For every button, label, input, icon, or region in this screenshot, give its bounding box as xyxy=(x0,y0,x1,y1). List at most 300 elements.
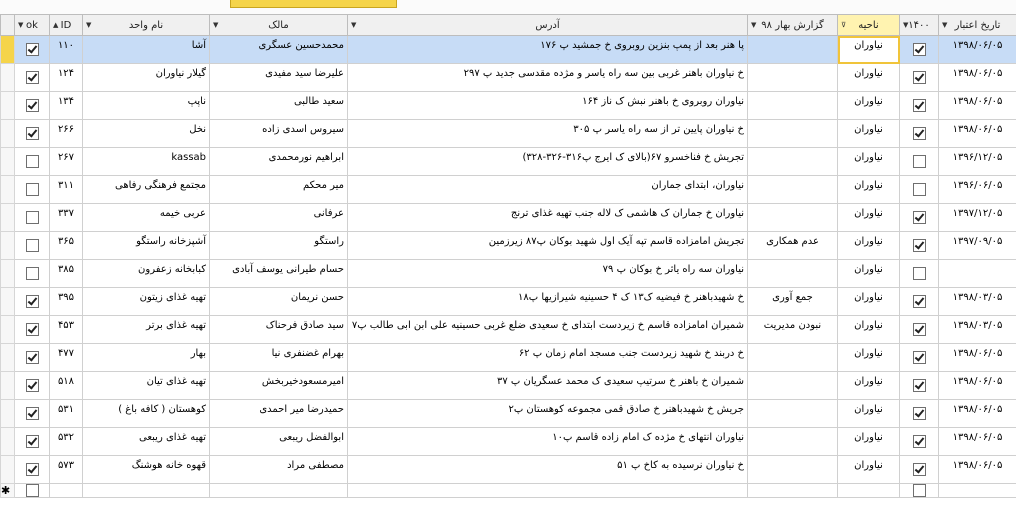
cell-address[interactable] xyxy=(348,92,748,120)
cell-text: حسن نریمان xyxy=(290,292,344,303)
dropdown-arrow-icon[interactable]: ▼ xyxy=(903,21,909,29)
cell-owner[interactable] xyxy=(210,316,348,344)
cell-address[interactable] xyxy=(348,176,748,204)
checkbox[interactable] xyxy=(26,211,39,224)
cell-ok[interactable] xyxy=(15,344,50,372)
cell-region[interactable] xyxy=(838,260,900,288)
cell-validity[interactable] xyxy=(939,344,1016,372)
cell-ok[interactable] xyxy=(15,428,50,456)
checkbox[interactable] xyxy=(913,407,926,420)
cell-1400[interactable] xyxy=(900,260,939,288)
cell-region[interactable] xyxy=(838,232,900,260)
cell-validity[interactable] xyxy=(939,36,1016,64)
cell-report98[interactable] xyxy=(748,176,838,204)
cell-unit[interactable] xyxy=(83,232,210,260)
cell-text: عربی خیمه xyxy=(159,208,206,219)
cell-ok[interactable] xyxy=(15,64,50,92)
cell-unit[interactable] xyxy=(83,120,210,148)
cell-text: نیاوران xyxy=(854,208,883,219)
cell-text: ۳۹۵ xyxy=(57,292,75,303)
cell-ok[interactable] xyxy=(15,400,50,428)
cell-text: ناپپ xyxy=(187,96,206,107)
cell-address[interactable] xyxy=(348,260,748,288)
table-row[interactable] xyxy=(1,36,1016,64)
cell-address[interactable] xyxy=(348,288,748,316)
dropdown-arrow-icon[interactable]: ▼ xyxy=(18,21,24,29)
cell-unit[interactable] xyxy=(83,344,210,372)
cell-unit[interactable] xyxy=(83,400,210,428)
dropdown-arrow-icon[interactable]: ▼ xyxy=(213,21,219,29)
checkbox[interactable] xyxy=(26,155,39,168)
new-record-selector[interactable] xyxy=(1,484,15,498)
cell-text: سعید طالبی xyxy=(293,96,344,107)
dropdown-arrow-icon[interactable]: ▼ xyxy=(351,21,357,29)
cell-unit[interactable] xyxy=(83,428,210,456)
cell-text: ۴۵۳ xyxy=(57,320,75,331)
cell-text: تجریش امامزاده قاسم تپه آیک اول شهید بوکان پ۸۷ زیرزمین xyxy=(488,236,744,247)
cell-region[interactable] xyxy=(838,92,900,120)
cell-text: عرفانی xyxy=(313,208,344,219)
table-row[interactable] xyxy=(1,288,1016,316)
cell-text: ۱۳۹۸/۰۳/۰۵ xyxy=(952,320,1003,331)
cell-1400[interactable] xyxy=(900,92,939,120)
cell-unit[interactable] xyxy=(83,176,210,204)
table-row[interactable] xyxy=(1,176,1016,204)
checkbox[interactable] xyxy=(913,323,926,336)
cell-1400[interactable] xyxy=(900,344,939,372)
cell-text: کبابخانه زعفرون xyxy=(138,264,206,275)
checkbox[interactable] xyxy=(26,183,39,196)
cell-address[interactable] xyxy=(348,36,748,64)
column-header-ok[interactable]: ▼ ok xyxy=(15,15,50,36)
cell-id[interactable] xyxy=(50,428,83,456)
new-record-cell[interactable] xyxy=(83,484,210,498)
cell-id[interactable] xyxy=(50,176,83,204)
cell-owner[interactable] xyxy=(210,428,348,456)
cell-owner[interactable] xyxy=(210,148,348,176)
cell-text: ۳۳۷ xyxy=(57,208,75,219)
cell-id[interactable] xyxy=(50,64,83,92)
cell-id[interactable] xyxy=(50,148,83,176)
table-row[interactable] xyxy=(1,428,1016,456)
row-selector[interactable] xyxy=(1,36,15,64)
cell-id[interactable] xyxy=(50,260,83,288)
checkbox[interactable] xyxy=(913,71,926,84)
cell-ok[interactable] xyxy=(15,288,50,316)
row-selector[interactable] xyxy=(1,176,15,204)
cell-validity[interactable] xyxy=(939,92,1016,120)
cell-id[interactable] xyxy=(50,120,83,148)
cell-address[interactable] xyxy=(348,456,748,484)
column-header-validity[interactable]: ▼ تاریخ اعتبار xyxy=(939,15,1016,36)
cell-text: ۱۳۹۸/۰۶/۰۵ xyxy=(952,432,1003,443)
checkbox[interactable] xyxy=(913,43,926,56)
cell-ok[interactable] xyxy=(15,204,50,232)
cell-validity[interactable] xyxy=(939,64,1016,92)
cell-owner[interactable] xyxy=(210,204,348,232)
column-header-region[interactable]: ⊽ ناحیه xyxy=(838,15,900,36)
cell-text: خ شهیدباهنر خ فیضیه ک۱۳ ک ۴ حسینیه شیرازیها پ۱۸ xyxy=(518,292,744,303)
cell-text: ۴۷۷ xyxy=(57,348,75,359)
cell-address[interactable] xyxy=(348,204,748,232)
dropdown-arrow-icon[interactable]: ▼ xyxy=(942,21,948,29)
cell-address[interactable] xyxy=(348,400,748,428)
column-header-1400[interactable]: ▼ ۱۴۰۰ xyxy=(900,15,939,36)
select-all-corner[interactable] xyxy=(1,15,15,36)
new-record-cell[interactable] xyxy=(50,484,83,498)
table-row[interactable] xyxy=(1,64,1016,92)
cell-ok[interactable] xyxy=(15,36,50,64)
cell-text: تهیه غذای زیتون xyxy=(139,292,206,303)
table-row[interactable] xyxy=(1,204,1016,232)
table-row[interactable] xyxy=(1,316,1016,344)
cell-validity[interactable] xyxy=(939,260,1016,288)
row-selector[interactable] xyxy=(1,316,15,344)
cell-1400[interactable] xyxy=(900,176,939,204)
cell-text: نیاوران خ جماران ک هاشمی ک لاله جنب تهیه غذای ترنج xyxy=(510,208,744,219)
cell-1400[interactable] xyxy=(900,232,939,260)
cell-validity[interactable] xyxy=(939,428,1016,456)
cell-text: پا هنر بعد از پمپ بنزین روبروی خ جمشید پ ۱۷۶ xyxy=(540,40,744,51)
row-selector[interactable] xyxy=(1,428,15,456)
cell-ok[interactable] xyxy=(15,176,50,204)
cell-unit[interactable] xyxy=(83,36,210,64)
cell-ok[interactable] xyxy=(15,456,50,484)
cell-id[interactable] xyxy=(50,204,83,232)
table-row[interactable] xyxy=(1,260,1016,288)
row-selector[interactable] xyxy=(1,148,15,176)
row-selector[interactable] xyxy=(1,204,15,232)
cell-text: نیاوران xyxy=(854,432,883,443)
cell-ok[interactable] xyxy=(15,92,50,120)
cell-unit[interactable] xyxy=(83,92,210,120)
cell-text: نیاوران xyxy=(854,124,883,135)
checkbox[interactable] xyxy=(913,99,926,112)
cell-owner[interactable] xyxy=(210,372,348,400)
new-record-row[interactable] xyxy=(1,484,1016,498)
checkbox[interactable] xyxy=(26,267,39,280)
checkbox[interactable] xyxy=(26,379,39,392)
cell-text: میر محکم xyxy=(302,180,344,191)
checkbox[interactable] xyxy=(913,267,926,280)
row-selector[interactable] xyxy=(1,64,15,92)
cell-validity[interactable] xyxy=(939,316,1016,344)
cell-validity[interactable] xyxy=(939,204,1016,232)
checkbox[interactable] xyxy=(26,407,39,420)
column-header-address[interactable]: ▼ آدرس xyxy=(348,15,748,36)
column-header-owner[interactable]: ▼ مالک xyxy=(210,15,348,36)
checkbox[interactable] xyxy=(913,435,926,448)
cell-address[interactable] xyxy=(348,372,748,400)
cell-text: خ دربند خ شهید زیردست جنب مسجد امام زمان پ ۶۲ xyxy=(518,348,744,359)
cell-1400[interactable] xyxy=(900,400,939,428)
cell-id[interactable] xyxy=(50,372,83,400)
checkbox[interactable] xyxy=(26,323,39,336)
dropdown-arrow-icon[interactable]: ▼ xyxy=(751,21,757,29)
cell-id[interactable] xyxy=(50,316,83,344)
cell-text: نیاوران، ابتدای جماران xyxy=(651,180,744,191)
checkbox[interactable] xyxy=(913,239,926,252)
cell-region[interactable] xyxy=(838,120,900,148)
checkbox[interactable] xyxy=(26,484,39,497)
cell-unit[interactable] xyxy=(83,316,210,344)
cell-region[interactable] xyxy=(838,344,900,372)
cell-region[interactable] xyxy=(838,36,900,64)
checkbox[interactable] xyxy=(26,295,39,308)
cell-address[interactable] xyxy=(348,232,748,260)
cell-address[interactable] xyxy=(348,344,748,372)
cell-text: ابوالفضل ریبعی xyxy=(279,432,344,443)
cell-text: ۱۳۹۸/۰۶/۰۵ xyxy=(952,348,1003,359)
new-record-cell[interactable] xyxy=(748,484,838,498)
cell-address[interactable] xyxy=(348,64,748,92)
column-header-id[interactable]: ▲ ID xyxy=(50,15,83,36)
cell-validity[interactable] xyxy=(939,288,1016,316)
cell-report98[interactable] xyxy=(748,372,838,400)
checkbox[interactable] xyxy=(913,127,926,140)
cell-report98[interactable] xyxy=(748,120,838,148)
cell-text: نبودن مدیریت xyxy=(763,320,822,331)
cell-text: آشپزخانه راستگو xyxy=(136,236,206,247)
cell-text: ۲۶۷ xyxy=(57,152,75,163)
new-record-cell[interactable] xyxy=(348,484,748,498)
cell-validity[interactable] xyxy=(939,176,1016,204)
cell-region[interactable] xyxy=(838,204,900,232)
cell-text: ۲۶۶ xyxy=(57,124,75,135)
cell-owner[interactable] xyxy=(210,176,348,204)
cell-text: ۱۳۹۷/۱۲/۰۵ xyxy=(952,208,1003,219)
cell-text: جمع آوری xyxy=(772,292,813,303)
row-selector[interactable] xyxy=(1,400,15,428)
table-row[interactable] xyxy=(1,344,1016,372)
cell-id[interactable] xyxy=(50,92,83,120)
cell-text: شمیران امامزاده قاسم خ زیردست ابتدای خ سعیدی ضلع غربی حسینیه علی ابن ابی طالب پ۷ xyxy=(351,320,744,331)
cell-address[interactable] xyxy=(348,148,748,176)
cell-region[interactable] xyxy=(838,456,900,484)
checkbox[interactable] xyxy=(913,484,926,497)
cell-unit[interactable] xyxy=(83,148,210,176)
cell-text: نیاوران xyxy=(854,404,883,415)
cell-text: نیاوران xyxy=(854,40,883,51)
cell-validity[interactable] xyxy=(939,232,1016,260)
cell-1400[interactable] xyxy=(900,288,939,316)
cell-validity[interactable] xyxy=(939,120,1016,148)
filter-icon[interactable]: ⊽ xyxy=(841,21,847,29)
table-row[interactable] xyxy=(1,120,1016,148)
cell-report98[interactable] xyxy=(748,260,838,288)
checkbox[interactable] xyxy=(26,351,39,364)
column-header-report98[interactable]: ▼ گزارش بهار ۹۸ xyxy=(748,15,838,36)
cell-report98[interactable] xyxy=(748,232,838,260)
cell-report98[interactable] xyxy=(748,400,838,428)
cell-id[interactable] xyxy=(50,232,83,260)
table-row[interactable] xyxy=(1,92,1016,120)
cell-ok[interactable] xyxy=(15,120,50,148)
cell-ok[interactable] xyxy=(15,232,50,260)
cell-id[interactable] xyxy=(50,288,83,316)
cell-owner[interactable] xyxy=(210,400,348,428)
cell-address[interactable] xyxy=(348,120,748,148)
cell-text: قهوه خانه هوشنگ xyxy=(131,460,206,471)
cell-owner[interactable] xyxy=(210,120,348,148)
cell-report98[interactable] xyxy=(748,64,838,92)
cell-text: تهیه غذای تیان xyxy=(146,376,206,387)
row-selector[interactable] xyxy=(1,456,15,484)
cell-text: امیرمسعودخیربخش xyxy=(261,376,344,387)
cell-unit[interactable] xyxy=(83,64,210,92)
row-selector[interactable] xyxy=(1,344,15,372)
cell-text: نیاوران xyxy=(854,96,883,107)
cell-text: ۱۳۹۶/۱۲/۰۵ xyxy=(952,152,1003,163)
row-selector[interactable] xyxy=(1,260,15,288)
cell-region[interactable] xyxy=(838,428,900,456)
cell-1400[interactable] xyxy=(900,36,939,64)
cell-ok[interactable] xyxy=(15,372,50,400)
cell-address[interactable] xyxy=(348,428,748,456)
row-selector[interactable] xyxy=(1,372,15,400)
cell-text: ۱۳۴ xyxy=(57,96,75,107)
cell-1400[interactable] xyxy=(900,372,939,400)
checkbox[interactable] xyxy=(913,183,926,196)
cell-text: نیاوران xyxy=(854,264,883,275)
checkbox[interactable] xyxy=(913,155,926,168)
cell-report98[interactable] xyxy=(748,288,838,316)
cell-report98[interactable] xyxy=(748,428,838,456)
cell-unit[interactable] xyxy=(83,372,210,400)
cell-report98[interactable] xyxy=(748,456,838,484)
cell-text: ۱۳۹۸/۰۶/۰۵ xyxy=(952,376,1003,387)
cell-report98[interactable] xyxy=(748,148,838,176)
checkbox[interactable] xyxy=(913,295,926,308)
cell-region[interactable] xyxy=(838,400,900,428)
cell-text: سیروس اسدی زاده xyxy=(262,124,344,135)
sort-asc-icon[interactable]: ▲ xyxy=(53,21,59,29)
cell-owner[interactable] xyxy=(210,64,348,92)
cell-owner[interactable] xyxy=(210,344,348,372)
column-header-unit[interactable]: ▼ نام واحد xyxy=(83,15,210,36)
cell-unit[interactable] xyxy=(83,456,210,484)
new-record-cell[interactable] xyxy=(210,484,348,498)
cell-id[interactable] xyxy=(50,456,83,484)
table-row[interactable] xyxy=(1,232,1016,260)
checkbox[interactable] xyxy=(913,379,926,392)
cell-text: خ نیاوران پایین تر از سه راه یاسر پ ۳۰۵ xyxy=(573,124,744,135)
new-record-cell[interactable] xyxy=(838,484,900,498)
cell-validity[interactable] xyxy=(939,456,1016,484)
checkbox[interactable] xyxy=(913,351,926,364)
cell-id[interactable] xyxy=(50,400,83,428)
cell-region[interactable] xyxy=(838,288,900,316)
cell-owner[interactable] xyxy=(210,36,348,64)
cell-unit[interactable] xyxy=(83,204,210,232)
cell-owner[interactable] xyxy=(210,288,348,316)
cell-text: آشا xyxy=(191,40,206,51)
cell-ok[interactable] xyxy=(15,316,50,344)
cell-owner[interactable] xyxy=(210,456,348,484)
cell-unit[interactable] xyxy=(83,288,210,316)
cell-text: گیلار نیاوران xyxy=(155,68,206,79)
checkbox[interactable] xyxy=(26,463,39,476)
cell-region[interactable] xyxy=(838,316,900,344)
cell-text: ۱۳۹۸/۰۳/۰۵ xyxy=(952,292,1003,303)
table-row[interactable] xyxy=(1,372,1016,400)
cell-validity[interactable] xyxy=(939,372,1016,400)
cell-1400[interactable] xyxy=(900,148,939,176)
row-selector[interactable] xyxy=(1,120,15,148)
table-row[interactable] xyxy=(1,400,1016,428)
cell-address[interactable] xyxy=(348,316,748,344)
cell-text: مجتمع فرهنگی رفاهی xyxy=(114,180,206,191)
cell-1400[interactable] xyxy=(900,428,939,456)
checkbox[interactable] xyxy=(26,43,39,56)
cell-1400[interactable] xyxy=(900,456,939,484)
cell-text: نیاوران سه راه یاثر خ بوکان پ ۷۹ xyxy=(602,264,744,275)
new-record-cell[interactable] xyxy=(15,484,50,498)
checkbox[interactable] xyxy=(26,239,39,252)
checkbox[interactable] xyxy=(913,463,926,476)
cell-text: بهار xyxy=(190,348,206,359)
row-selector[interactable] xyxy=(1,232,15,260)
cell-owner[interactable] xyxy=(210,260,348,288)
cell-text: ۱۳۹۸/۰۶/۰۵ xyxy=(952,40,1003,51)
cell-region[interactable] xyxy=(838,148,900,176)
cell-ok[interactable] xyxy=(15,260,50,288)
cell-owner[interactable] xyxy=(210,232,348,260)
cell-report98[interactable] xyxy=(748,36,838,64)
dropdown-arrow-icon[interactable]: ▼ xyxy=(86,21,92,29)
checkbox[interactable] xyxy=(913,211,926,224)
row-selector[interactable] xyxy=(1,92,15,120)
cell-text: ۳۸۵ xyxy=(57,264,75,275)
cell-report98[interactable] xyxy=(748,316,838,344)
cell-text: کوهستان ( کافه باغ ) xyxy=(118,404,206,415)
cell-text: ۳۶۵ xyxy=(57,236,75,247)
row-selector[interactable] xyxy=(1,288,15,316)
checkbox[interactable] xyxy=(26,127,39,140)
table-row[interactable] xyxy=(1,456,1016,484)
cell-id[interactable] xyxy=(50,344,83,372)
cell-validity[interactable] xyxy=(939,400,1016,428)
cell-text: ابراهیم نورمحمدی xyxy=(268,152,344,163)
cell-text: حمیدرضا میر احمدی xyxy=(259,404,344,415)
cell-report98[interactable] xyxy=(748,204,838,232)
checkbox[interactable] xyxy=(26,435,39,448)
cell-region[interactable] xyxy=(838,372,900,400)
cell-text: نیاوران xyxy=(854,68,883,79)
table-row[interactable] xyxy=(1,148,1016,176)
cell-report98[interactable] xyxy=(748,344,838,372)
cell-region[interactable] xyxy=(838,176,900,204)
datasheet-grid xyxy=(0,14,1016,498)
cell-owner[interactable] xyxy=(210,92,348,120)
new-record-cell[interactable] xyxy=(939,484,1016,498)
cell-1400[interactable] xyxy=(900,204,939,232)
new-record-cell[interactable] xyxy=(900,484,939,498)
cell-text: ۱۱۰ xyxy=(57,40,75,51)
cell-1400[interactable] xyxy=(900,64,939,92)
cell-text: خ نیاوران نرسیده به کاخ پ ۵۱ xyxy=(617,460,744,471)
cell-unit[interactable] xyxy=(83,260,210,288)
cell-report98[interactable] xyxy=(748,92,838,120)
checkbox[interactable] xyxy=(26,99,39,112)
cell-validity[interactable] xyxy=(939,148,1016,176)
cell-id[interactable] xyxy=(50,36,83,64)
cell-1400[interactable] xyxy=(900,120,939,148)
checkbox[interactable] xyxy=(26,71,39,84)
cell-ok[interactable] xyxy=(15,148,50,176)
cell-region[interactable] xyxy=(838,64,900,92)
cell-1400[interactable] xyxy=(900,316,939,344)
